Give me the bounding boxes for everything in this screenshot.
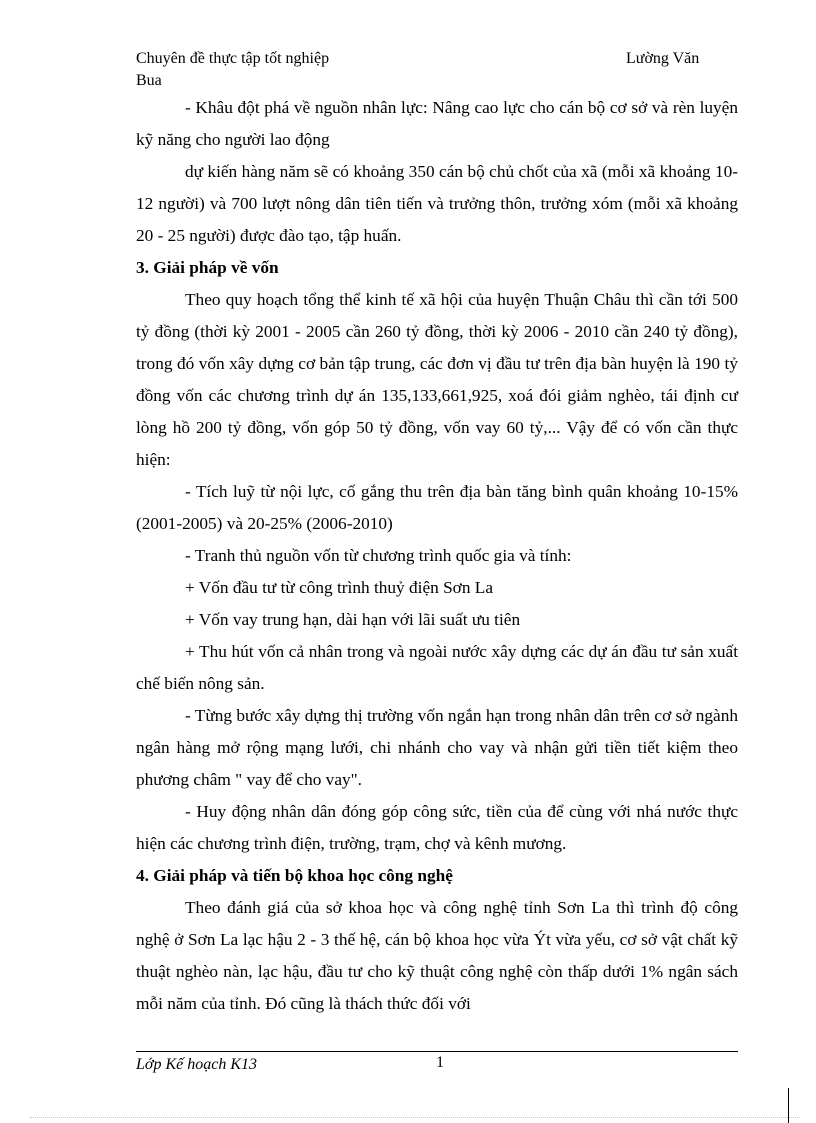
- footer-class-name: Lớp Kế hoạch K13: [136, 1056, 257, 1073]
- paragraph-training-plan: dự kiến hàng năm sẽ có khoảng 350 cán bộ chủ chốt của xã (mỗi xã khoảng 10- 12 người) và 700 lượt nông dân tiên tiến và trưởng thôn, trưởng xóm (mỗi xã khoảng 20 - 25 người) được đào tạo, tập huấn.: [136, 162, 738, 245]
- section-heading-technology: 4. Giải pháp và tiến bộ khoa học công nghệ: [136, 866, 453, 885]
- paragraph-loans: + Vốn vay trung hạn, dài hạn với lãi suất ưu tiên: [185, 610, 521, 629]
- paragraph-mobilize: - Huy động nhân dân đóng góp công sức, tiền của để cùng với nhá nước thực hiện các chương trình điện, trường, trạm, chợ và kênh mương.: [136, 802, 738, 853]
- page-number: 1: [436, 1054, 444, 1071]
- page-boundary-dotted-line: [30, 1117, 800, 1118]
- section-heading-capital: 3. Giải pháp về vốn: [136, 258, 279, 277]
- header-author: Lường Văn: [626, 50, 700, 67]
- paragraph-capital-overview: Theo quy hoạch tổng thể kinh tế xã hội của huyện Thuận Châu thì cần tới 500 tỷ đồng (thời kỳ 2001 - 2005 cần 260 tỷ đồng, thời kỳ 2006 - 2010 cần 240 tỷ đồng), trong đó vốn xây dựng cơ bản tập trung, các đơn vị đầu tư trên địa bàn huyện là 190 tỷ đồng vốn các chương trình dự án 135,133,661,925, xoá đói giảm nghèo, tái định cư lòng hồ 200 tỷ đồng, vốn góp 50 tỷ đồng, vốn vay 60 tỷ,... Vậy để có vốn cần thực hiện:: [136, 290, 738, 469]
- paragraph-technology: Theo đánh giá của sở khoa học và công nghệ tỉnh Sơn La thì trình độ công nghệ ở Sơn La lạc hậu 2 - 3 thế hệ, cán bộ khoa học vừa Ýt vừa yếu, cơ sở vật chất kỹ thuật nghèo nàn, lạc hậu, đầu tư cho kỹ thuật công nghệ còn thấp dưới 1% ngân sách mỗi năm của tỉnh. Đó cũng là thách thức đối với: [136, 898, 738, 1013]
- header-title: Chuyên đề thực tập tốt nghiệp: [136, 50, 330, 67]
- footer-divider: [136, 1051, 738, 1052]
- page-corner-marker: [788, 1088, 789, 1123]
- paragraph-human-resources: - Khâu đột phá về nguồn nhân lực: Nâng cao lực cho cán bộ cơ sở và rèn luyện kỹ năng cho người lao động: [136, 98, 738, 149]
- document-body: [136, 92, 738, 1020]
- paragraph-accumulation: - Tích luỹ từ nội lực, cố gắng thu trên địa bàn tăng bình quân khoảng 10-15% (2001-2005) và 20-25% (2006-2010): [136, 482, 738, 533]
- paragraph-national-programs: - Tranh thủ nguồn vốn từ chương trình quốc gia và tính:: [185, 546, 572, 565]
- paragraph-capital-market: - Từng bước xây dựng thị trường vốn ngắn hạn trong nhân dân trên cơ sở ngành ngân hàng mở rộng mạng lưới, chi nhánh cho vay và nhận gửi tiền tiết kiệm theo phương châm " vay để cho vay".: [136, 706, 738, 789]
- paragraph-hydropower: + Vốn đầu tư từ công trình thuỷ điện Sơn La: [185, 578, 494, 597]
- header-author-continued: Bua: [136, 72, 162, 89]
- paragraph-attract-capital: + Thu hút vốn cả nhân trong và ngoài nước xây dựng các dự án đầu tư sản xuất chế biến nông sản.: [136, 642, 738, 693]
